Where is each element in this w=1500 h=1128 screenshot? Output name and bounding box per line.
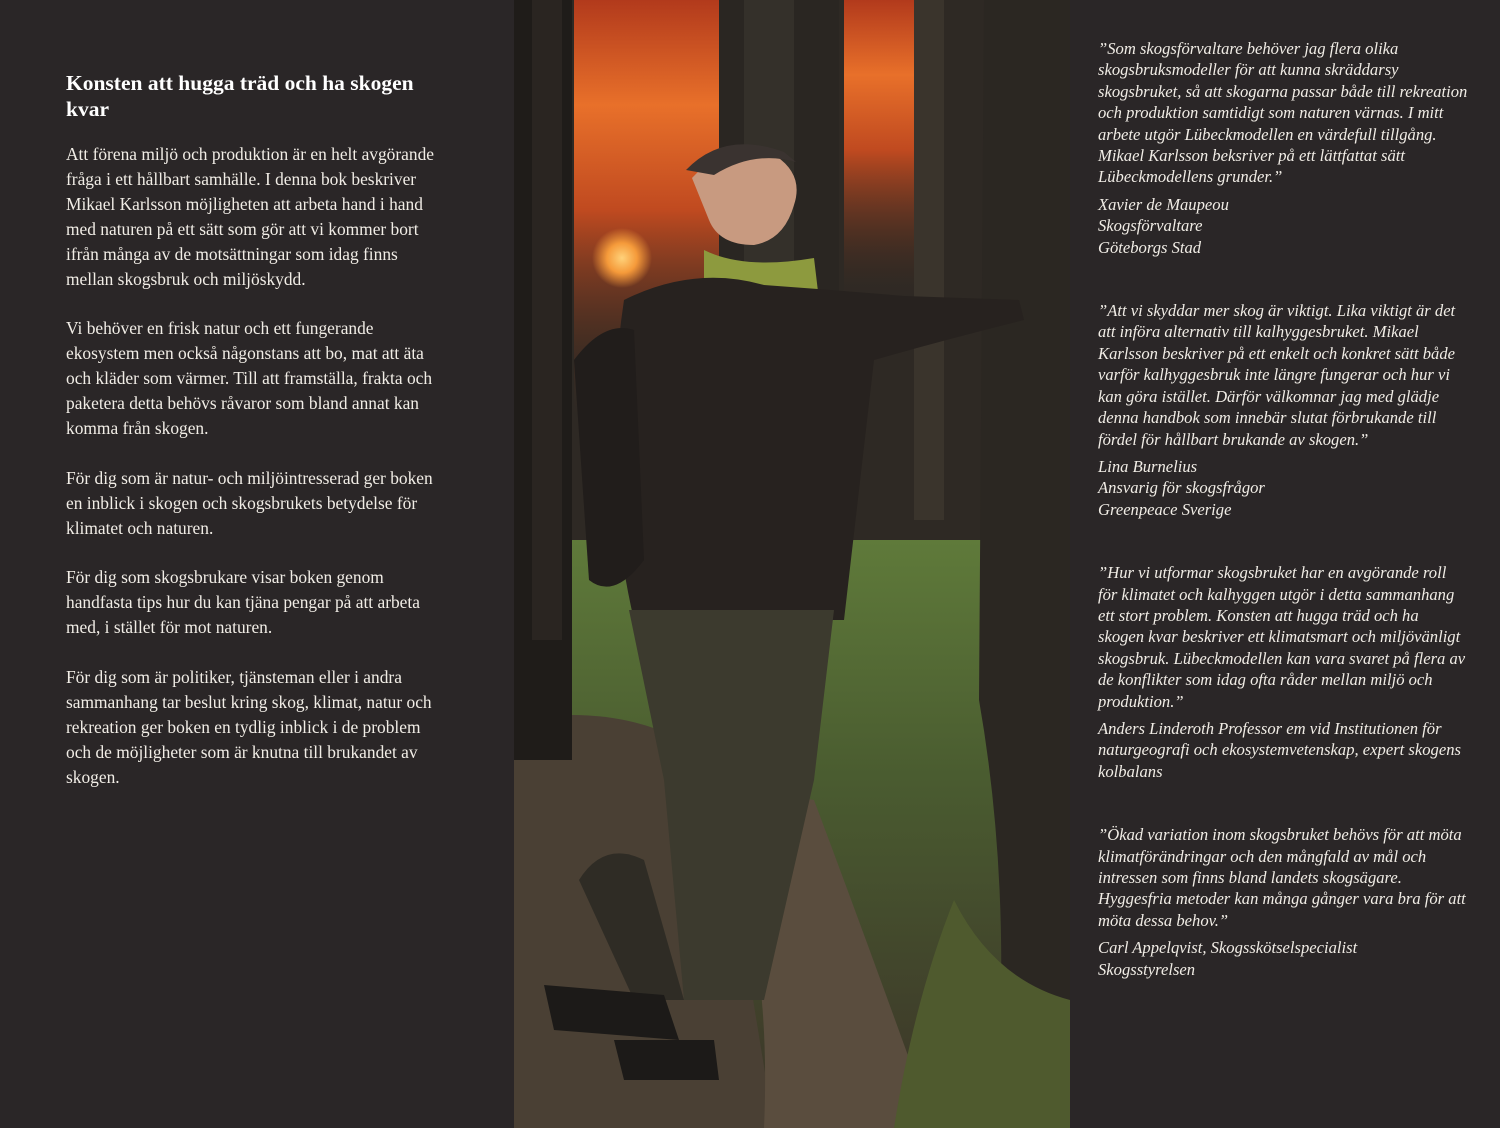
quote-text: ”Hur vi utformar skogsbruket har en avgörande roll för klimatet och kalhyggen utgör i detta sammanhang ett stort problem. Konsten att hugga träd och ha skogen kvar beskriver ett klimatsmart och miljövänligt skogsbruk. Lübeckmodellen kan vara svaret på flera av de konflikter som idag ofta råder mellan miljö och produktion.”	[1098, 563, 1466, 711]
right-column	[1070, 0, 1500, 1128]
quote-text: ”Som skogsförvaltare behöver jag flera olika skogsbruksmodeller för att kunna skräddarsy skogsbruket, så att skogarna passar både till rekreation och produktion samtidigt som naturen värnas. I mitt arbete utgör Lübeckmodellen en värdefull tillgång. Mikael Karlsson beksriver på ett lättfattat sätt Lübeckmodellens grunder.”	[1098, 39, 1468, 187]
quote-author-org: Göteborgs Stad	[1098, 237, 1202, 257]
paragraph-1: Att förena miljö och produktion är en helt avgörande fråga i ett hållbart samhälle. I denna bok beskriver Mikael Karlsson möjligheten att arbeta hand i hand med naturen på ett sätt som gör att vi kommer bort ifrån många av de motsättningar som idag finns mellan skogsbruk och miljöskydd.	[66, 144, 434, 289]
quote-block-4	[1098, 824, 1468, 980]
quote-block-1	[1098, 38, 1468, 258]
quote-author-role: Skogsförvaltare	[1098, 216, 1203, 236]
quote-author: Carl Appelqvist, Skogsskötselspecialist	[1098, 938, 1358, 958]
quote-author-org: Skogsstyrelsen	[1098, 959, 1196, 979]
forest-photo	[514, 0, 1070, 1128]
quote-author-org: Greenpeace Sverige	[1098, 499, 1232, 519]
paragraph-3: För dig som är natur- och miljöintresserad ger boken en inblick i skogen och skogsbrukets betydelse för klimatet och naturen.	[66, 467, 433, 538]
book-title: Konsten att hugga träd och ha skogen kvar	[66, 71, 414, 121]
quote-block-3	[1098, 562, 1468, 782]
quote-author: Xavier de Maupeou	[1098, 194, 1229, 214]
quote-text: ”Ökad variation inom skogsbruket behövs för att möta klimatförändringar och den mångfald av mål och intressen som finns bland landets skogsägare. Hyggesfria metoder kan många gånger vara bra för att möta dessa behov.”	[1098, 825, 1466, 930]
left-text-block	[66, 70, 438, 814]
quote-author-role: Ansvarig för skogsfrågor	[1098, 478, 1265, 498]
quote-author: Lina Burnelius	[1098, 456, 1198, 476]
quote-text: ”Att vi skyddar mer skog är viktigt. Lika viktigt är det att införa alternativ till kalhyggesbruket. Mikael Karlsson beskriver på ett enkelt och konkret sätt både varför kalhyggesbruk inte längre fungerar och hur vi kan göra istället. Därför välkomnar jag med glädje denna handbok som innebär slutat förbrukande till fördel för hållbart brukande av skogen.”	[1098, 301, 1456, 449]
left-column	[0, 0, 514, 1128]
forest-illustration	[514, 0, 1070, 1128]
paragraph-5: För dig som är politiker, tjänsteman eller i andra sammanhang tar beslut kring skog, klimat, natur och rekreation ger boken en tydlig inblick i de problem och de möjligheter som är knutna till brukandet av skogen.	[66, 666, 432, 787]
paragraph-4: För dig som skogsbrukare visar boken genom handfasta tips hur du kan tjäna pengar på att arbeta med, i stället för mot naturen.	[66, 567, 420, 638]
quote-block-2	[1098, 300, 1468, 520]
quotes-block	[1098, 38, 1468, 1022]
paragraph-2: Vi behöver en frisk natur och ett fungerande ekosystem men också någonstans att bo, mat att äta och kläder som värmer. Till att framställa, frakta och paketera detta behövs råvaror som bland annat kan komma från skogen.	[66, 318, 433, 438]
quote-author: Anders Linderoth Professor em vid Institutionen för naturgeografi och ekosystemvetenskap, expert skogens kolbalans	[1098, 718, 1461, 781]
